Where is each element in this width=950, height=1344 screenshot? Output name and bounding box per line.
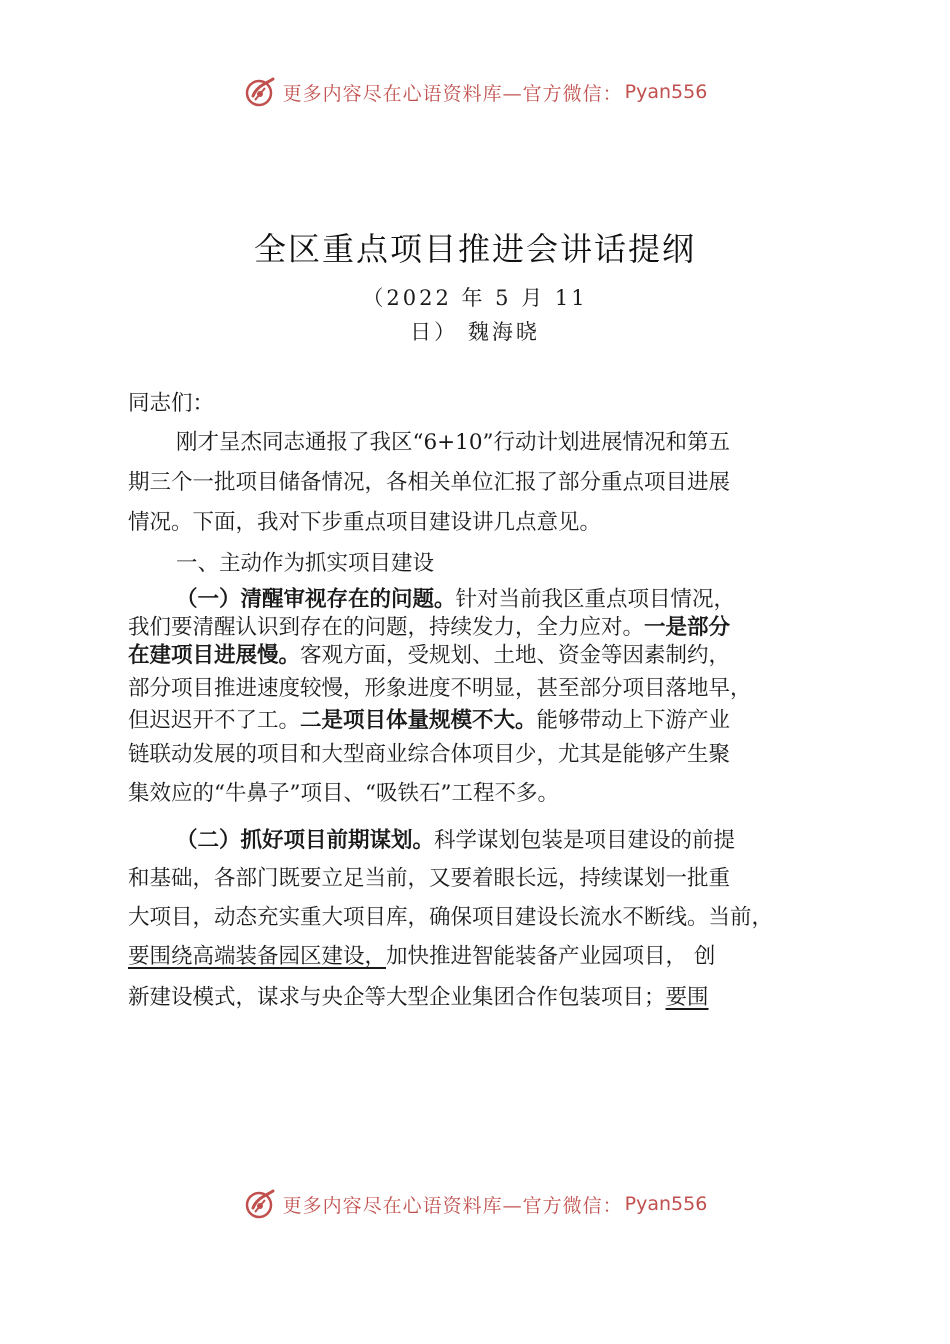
paragraph-line	[128, 613, 730, 643]
banner-wechat-id: Pyan556	[624, 1193, 708, 1215]
paragraph-line	[128, 641, 730, 671]
text-run: 客观方面，受规划、土地、资金等因素制约，	[300, 643, 731, 668]
banner-text: 更多内容尽在心语资料库—官方微信：	[282, 1194, 623, 1217]
text-run: 科学谋划包装是项目建设的前提	[434, 828, 736, 853]
text-run: 能够带动上下游产业	[536, 708, 731, 733]
paragraph-line: 集效应的“牛鼻子”项目、“吸铁石”工程不多。	[128, 781, 559, 806]
paragraph-line: 大项目，动态充实重大项目库，确保项目建设长流水不断线。当前，	[128, 905, 774, 930]
brand-logo-icon	[243, 1186, 279, 1222]
brand-logo-icon	[243, 74, 279, 110]
date-line-2: 日） 魏海晓	[410, 320, 540, 344]
text-run: 加快推进智能装备产业园项目， 创	[386, 944, 716, 969]
text-run: 针对当前我区重点项目情况，	[455, 587, 736, 612]
header-banner	[0, 72, 950, 112]
paragraph-line: 情况。下面，我对下步重点项目建设讲几点意见。	[128, 510, 602, 535]
text-run: 我们要清醒认识到存在的问题，持续发力，全力应对。	[128, 615, 645, 640]
section-heading: 一、主动作为抓实项目建设	[176, 551, 435, 576]
underlined-run: 要围绕高端装备园区建设，	[128, 944, 387, 969]
paragraph-line	[176, 826, 735, 856]
paragraph-line: 链联动发展的项目和大型商业综合体项目少，尤其是能够产生聚	[128, 742, 731, 767]
date-line-1: （2022 年 5 月 11	[362, 286, 588, 310]
text-run: 新建设模式，谋求与央企等大型企业集团合作包装项目；	[128, 985, 666, 1010]
subsection-title: （一）清醒审视存在的问题。	[176, 587, 456, 612]
bold-run: 一是部分	[644, 615, 731, 640]
paragraph-line	[128, 706, 730, 736]
paragraph-line: 和基础，各部门既要立足当前，又要着眼长远，持续谋划一批重	[128, 866, 731, 891]
footer-banner	[0, 1184, 950, 1224]
paragraph-line	[176, 585, 735, 615]
paragraph-line: 部分项目推进速度较慢，形象进度不明显，甚至部分项目落地早，	[128, 676, 752, 701]
bold-run: 在建项目进展慢。	[128, 643, 301, 668]
document-title: 全区重点项目推进会讲话提纲	[253, 230, 696, 268]
bold-run: 二是项目体量规模不大。	[300, 708, 537, 733]
banner-text: 更多内容尽在心语资料库—官方微信：	[282, 82, 623, 105]
paragraph-line	[128, 942, 715, 972]
subsection-title: （二）抓好项目前期谋划。	[176, 828, 435, 853]
text-run: 但迟迟开不了工。	[128, 708, 301, 733]
paragraph-line: 期三个一批项目储备情况，各相关单位汇报了部分重点项目进展	[128, 470, 731, 495]
greeting: 同志们：	[128, 391, 215, 416]
underlined-run: 要围	[665, 985, 709, 1010]
paragraph-line: 刚才呈杰同志通报了我区“6+10”行动计划进展情况和第五	[176, 430, 731, 455]
paragraph-line	[128, 983, 709, 1013]
banner-wechat-id: Pyan556	[624, 81, 708, 103]
